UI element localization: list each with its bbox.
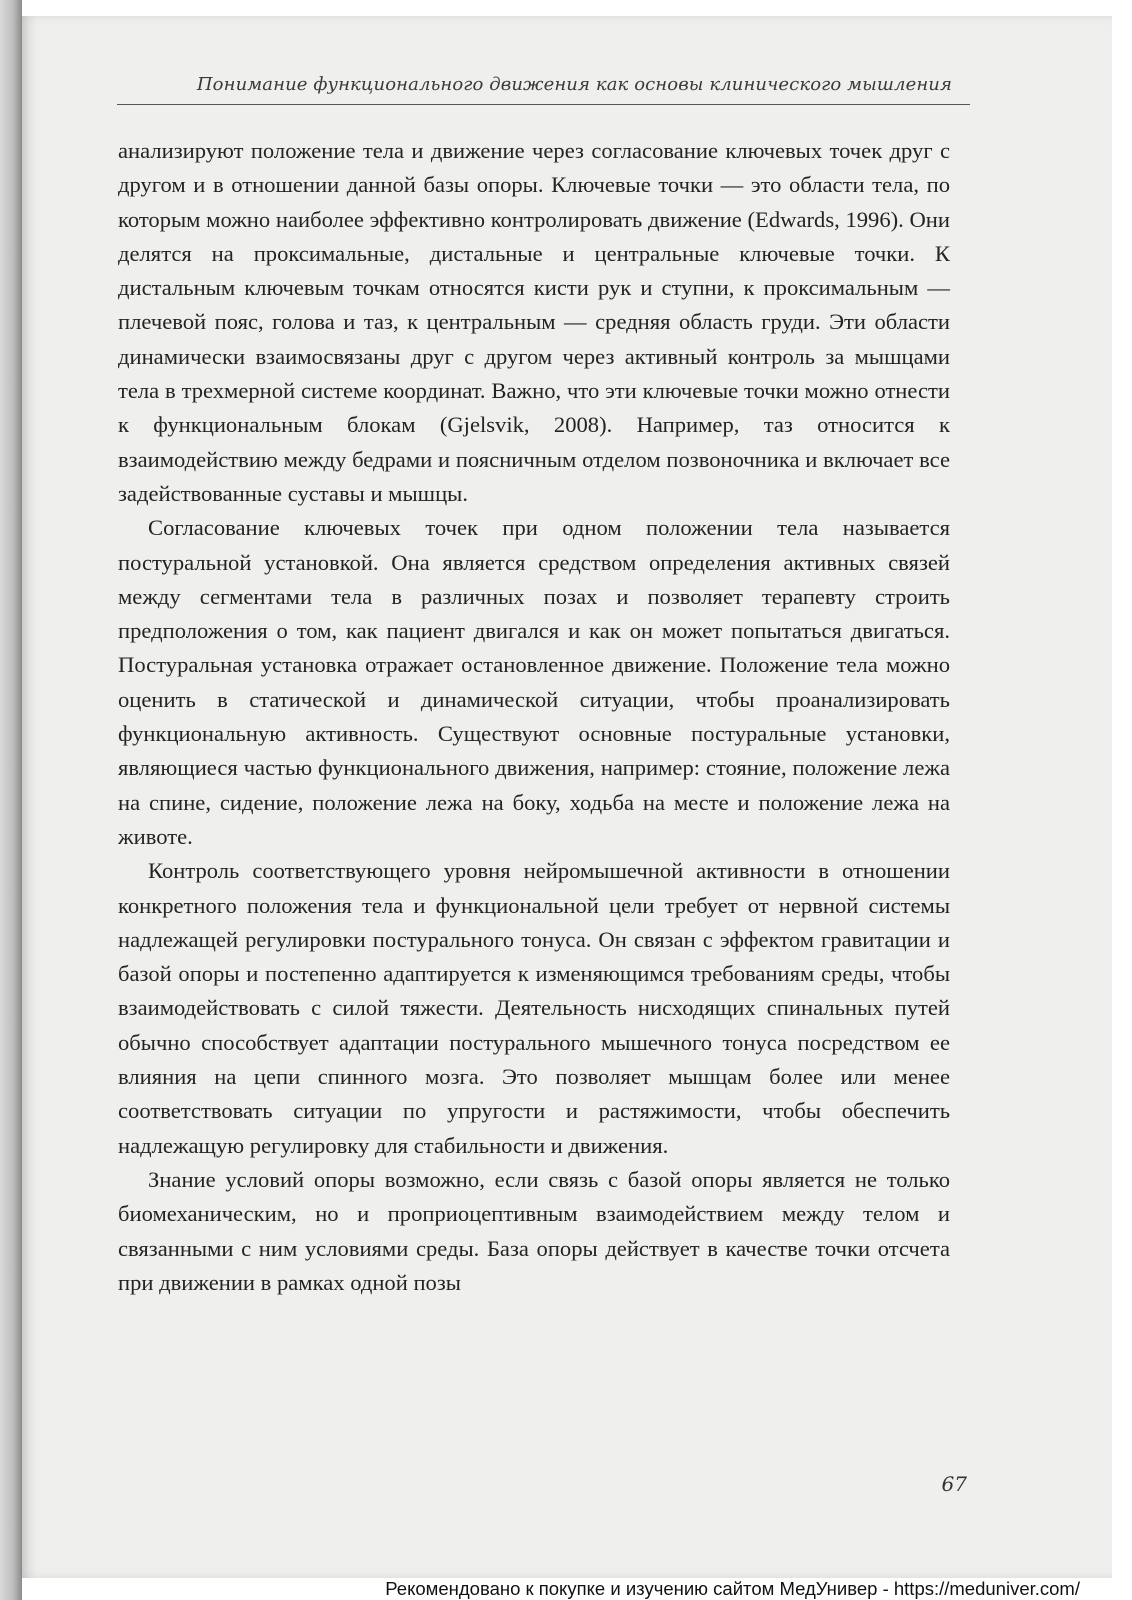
paragraph-3: Контроль соответствующего уровня нейромышечной активности в отношении конкретного положения тела и функциональной цели требует от нервной системы надлежащей регулировки постурального тонуса. Он связан с эффектом гравитации и базой опоры и постепенно адаптируется к изменяющимся требованиям среды, чтобы взаимодействовать с силой тяжести. Деятельность нисходящих спинальных путей обычно способствует адаптации постурального мышечного тонуса посредством ее влияния на цепи спинного мозга. Это позволяет мышцам более или менее соответствовать ситуации по упругости и растяжимости, чтобы обеспечить надлежащую регулировку для стабильности и движения. <box>118 858 950 1158</box>
scan-shadow-edge <box>0 0 22 1600</box>
paragraph-2: Согласование ключевых точек при одном положении тела называется постуральной установкой. Она является средством определения активных связей между сегментами тела в различных позах и позволяет терапевту строить предположения о том, как пациент двигался и как он может попытаться двигаться. Постуральная установка отражает остановленное движение. Положение тела можно оценить в статической и динамической ситуации, чтобы проанализировать функциональную активность. Существуют основные постуральные установки, являющиеся частью функционального движения, например: стояние, положение лежа на спине, сидение, положение лежа на боку, ходьба на месте и положение лежа на животе. <box>118 515 950 849</box>
paragraph-1: анализируют положение тела и движение через согласование ключевых точек друг с другом и в отношении данной базы опоры. Ключевые точки — это области тела, по которым можно наиболее эффективно контролировать движение (Edwards, 1996). Они делятся на проксимальные, дистальные и центральные ключевые точки. К дистальным ключевым точкам относятся кисти рук и ступни, к проксимальным — плечевой пояс, голова и таз, к центральным — средняя область груди. Эти области динамически взаимосвязаны друг с другом через активный контроль за мышцами тела в трехмерной системе координат. Важно, что эти ключевые точки можно отнести к функциональным блокам (Gjelsvik, 2008). Например, таз относится к взаимодействию между бедрами и поясничным отделом позвоночника и включает все задействованные суставы и мышцы. <box>118 138 950 506</box>
book-page <box>22 16 1112 1578</box>
body-text <box>118 134 950 1300</box>
page-number: 67 <box>941 1472 967 1496</box>
running-head: Понимание функционального движения как основы клинического мышления <box>196 74 952 95</box>
paragraph-4: Знание условий опоры возможно, если связь с базой опоры является не только биомеханическим, но и проприоцептивным взаимодействием между телом и связанными с ним условиями среды. База опоры действует в качестве точки отсчета при движении в рамках одной позы <box>118 1166 950 1295</box>
footer-recommendation: Рекомендовано к покупке и изучению сайтом МедУнивер - https://meduniver.com/ <box>385 1578 1080 1599</box>
header-rule <box>117 104 970 105</box>
